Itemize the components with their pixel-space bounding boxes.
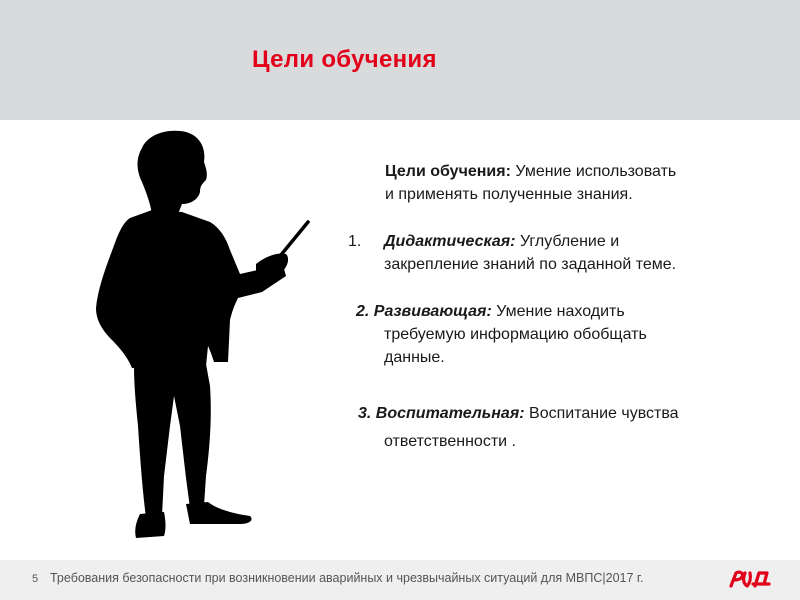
item-2-line-1 bbox=[356, 300, 625, 323]
item-3-label: Воспитательная: bbox=[375, 405, 525, 422]
intro-text-2: и применять полученные знания. bbox=[385, 186, 633, 203]
intro-label: Цели обучения: bbox=[385, 163, 511, 180]
item-1-label: Дидактическая: bbox=[384, 233, 516, 250]
slide-title: Цели обучения bbox=[252, 46, 437, 73]
page-number: 5 bbox=[32, 573, 39, 585]
item-1-text-1: Углубление и bbox=[515, 233, 620, 250]
item-3-number: 3. bbox=[358, 405, 372, 422]
item-3-line-1 bbox=[358, 402, 679, 425]
item-1-text-2: закрепление знаний по заданной теме. bbox=[384, 256, 677, 273]
item-2-text-3: данные. bbox=[384, 349, 445, 366]
item-3-text-2: ответственности . bbox=[384, 433, 516, 450]
intro-line-1 bbox=[385, 160, 676, 183]
intro-text-1: Умение использовать bbox=[510, 163, 677, 180]
footer-text: Требования безопасности при возникновении аварийных и чрезвычайных ситуаций для МВПС|2017 г. bbox=[50, 571, 644, 585]
item-2-text-1: Умение находить bbox=[491, 303, 625, 320]
item-2-number: 2. bbox=[356, 303, 370, 320]
item-1-line-1 bbox=[384, 230, 619, 253]
item-2-label: Развивающая: bbox=[373, 303, 492, 320]
item-2-text-2: требуемую информацию обобщать bbox=[384, 326, 647, 343]
rzd-logo-icon bbox=[728, 568, 772, 590]
item-1-number: 1. bbox=[348, 233, 362, 250]
presenter-silhouette-icon bbox=[90, 126, 320, 544]
item-3-text-1: Воспитание чувства bbox=[524, 405, 679, 422]
